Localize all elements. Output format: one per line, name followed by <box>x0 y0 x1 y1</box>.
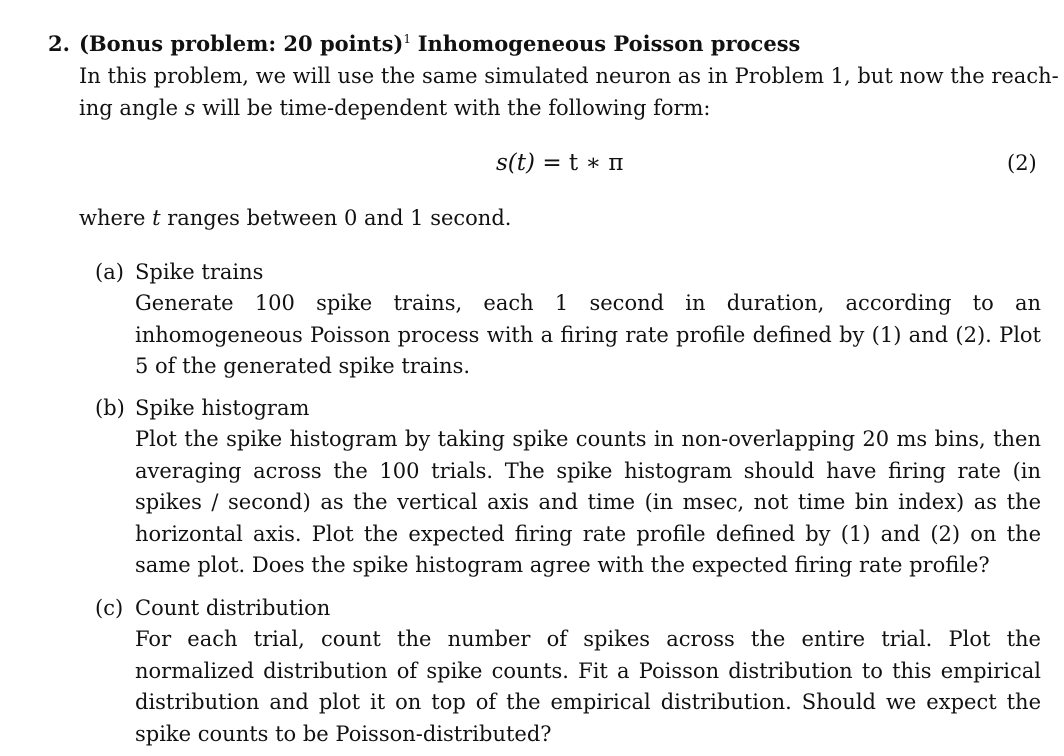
range-sentence <box>79 204 511 232</box>
problem-number: 2. <box>48 31 70 56</box>
intro-line-2 <box>79 94 711 122</box>
equation <box>496 149 624 177</box>
part-b-title: Spike histogram <box>135 396 310 420</box>
range-variable: t <box>152 206 161 230</box>
problem-title: (Bonus problem: 20 points) <box>79 31 404 56</box>
part-c-body: For each trial, count the number of spikes across the entire trial. Plot the normalized distribution of spike counts. Fit a Poisson distribution to this empirical distribution and plot it on top of the empirical distribution. Should we expect the spike counts to be Poisson-distributed? <box>135 627 1041 746</box>
equation-lhs: s(t) <box>496 150 535 176</box>
equation-number: (2) <box>1007 151 1037 175</box>
intro-variable: s <box>184 96 196 120</box>
part-a-title: Spike trains <box>135 260 264 284</box>
part-a-label: (a) <box>95 260 124 284</box>
problem-subject: Inhomogeneous Poisson process <box>417 31 801 56</box>
intro-text-b: will be time-dependent with the following form: <box>195 96 711 120</box>
part-b-label: (b) <box>95 396 125 420</box>
footnote-mark: 1 <box>403 32 411 46</box>
part-c-label: (c) <box>95 596 124 620</box>
part-a-body: Generate 100 spike trains, each 1 second in duration, according to an inhomogeneous Poisson process with a firing rate profile defined by (1) and (2). Plot 5 of the generated spike trains. <box>135 291 1041 379</box>
range-text-a: where <box>79 206 153 230</box>
problem-header <box>79 30 800 58</box>
intro-text-a: ing angle <box>79 96 185 120</box>
part-b-body: Plot the spike histogram by taking spike counts in non-overlapping 20 ms bins, then averaging across the 100 trials. The spike histogram should have firing rate (in spikes / second) as the vertical axis and time (in msec, not time bin index) as the horizontal axis. Plot the expected firing rate profile defined by (1) and (2) on the same plot. Does the spike histogram agree with the expected firing rate profile? <box>135 427 1041 578</box>
equation-rhs: = t ∗ π <box>542 150 624 176</box>
part-c-title: Count distribution <box>135 596 331 620</box>
range-text-b: ranges between 0 and 1 second. <box>160 206 512 230</box>
intro-line-1: In this problem, we will use the same simulated neuron as in Problem 1, but now the reach- <box>79 64 1059 88</box>
